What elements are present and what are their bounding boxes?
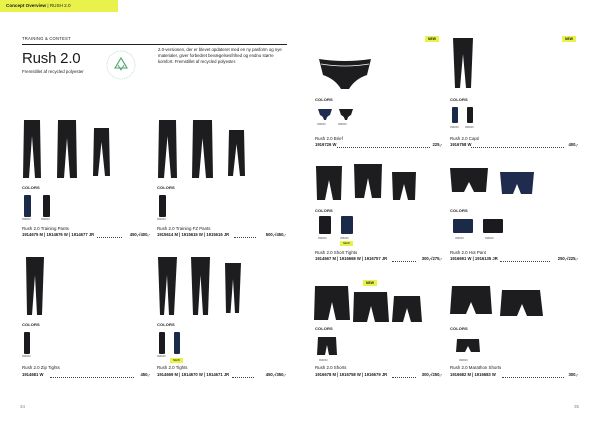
- new-badge: NEW: [363, 280, 377, 286]
- new-badge-small: NEW: [170, 358, 183, 363]
- product-name: Rush 2.0 Zip Tights: [22, 365, 60, 370]
- leader-dots: [471, 147, 564, 148]
- concept-tag: [0, 0, 118, 12]
- colors-label: COLORS: [315, 326, 333, 331]
- product-codes: 1916682 M | 1916683 W: [450, 372, 496, 377]
- product-name: Rush 2.0 Marathon Shorts: [450, 365, 502, 370]
- swatch-code: 999000: [319, 359, 328, 362]
- hot-pant-image: [448, 162, 536, 204]
- leader-dots: [392, 261, 416, 262]
- section-label: TRAINING & CONTEST: [22, 36, 71, 41]
- concept-tag-rest: | RUSH 2.0: [46, 3, 71, 8]
- page-number-right: 35: [574, 404, 580, 409]
- product-codes: 1914667 M | 1916668 W | 1916757 JR: [315, 256, 388, 261]
- page-title: Rush 2.0: [22, 50, 81, 67]
- color-swatch[interactable]: [341, 216, 353, 234]
- leader-dots: [234, 237, 256, 238]
- product-price: 450,-: [140, 372, 150, 377]
- color-swatch[interactable]: [24, 195, 31, 217]
- swatch-code: 396000: [450, 126, 459, 129]
- color-swatch[interactable]: [452, 107, 458, 123]
- swatch-code: 999000: [22, 355, 31, 358]
- product-price: 250,-/225,-: [557, 256, 578, 261]
- training-pants-image: [20, 118, 120, 180]
- swatch-code: 396000: [317, 123, 326, 126]
- color-swatch[interactable]: [159, 195, 166, 217]
- product-codes: 1914675 M | 1914676 W | 1914677 JR: [22, 232, 95, 237]
- swatch-code: 396000: [455, 237, 464, 240]
- colors-label: COLORS: [157, 322, 175, 327]
- color-swatch[interactable]: [483, 219, 503, 233]
- product-price: 450,-/400,-: [129, 232, 150, 237]
- product-codes: 1916691 W | 1916135 JR: [450, 256, 498, 261]
- page-subtitle: Fremstillet af recycled polyester: [22, 69, 84, 74]
- concept-tag-strong: Concept Overview: [6, 3, 47, 8]
- brief-image: [315, 55, 375, 93]
- swatch-code: 999000: [459, 359, 468, 362]
- shorts-image: [312, 284, 424, 324]
- product-name: Rush 2.0 Training FZ Pants: [157, 226, 211, 231]
- swatch-code: 999000: [338, 123, 347, 126]
- zip-tights-image: [20, 255, 60, 317]
- page-number-left: 34: [20, 404, 26, 409]
- swatch-code: 999000: [157, 355, 166, 358]
- tights-image: [155, 255, 255, 317]
- product-codes: 1916726 W: [315, 142, 337, 147]
- product-name: Rush 2.0 Shorts: [315, 365, 347, 370]
- product-name: Rush 2.0 Brief: [315, 136, 343, 141]
- product-price: 400,-: [568, 142, 578, 147]
- new-badge: NEW: [425, 36, 439, 42]
- product-price: 300,-/275,-: [421, 256, 442, 261]
- leader-dots: [502, 377, 564, 378]
- swatch-code: 999000: [41, 218, 50, 221]
- product-name: Rush 2.0 Training Pants: [22, 226, 69, 231]
- leader-dots: [97, 237, 122, 238]
- product-codes: 1916758 W: [450, 142, 472, 147]
- colors-label: COLORS: [315, 208, 333, 213]
- training-fz-pants-image: [155, 118, 255, 180]
- leader-dots: [50, 377, 134, 378]
- product-name: Rush 2.0 Capri: [450, 136, 480, 141]
- product-codes: 1914681 W: [22, 372, 44, 377]
- product-name: Rush 2.0 Tights: [157, 365, 188, 370]
- new-badge-small: NEW: [340, 241, 353, 246]
- product-codes: 1914669 M | 1914670 W | 1914671 JR: [157, 372, 230, 377]
- product-price: 225,-: [432, 142, 442, 147]
- leader-dots: [337, 147, 430, 148]
- shorts-swatch: [317, 336, 337, 356]
- new-badge: NEW: [562, 36, 576, 42]
- colors-label: COLORS: [22, 185, 40, 190]
- color-swatch[interactable]: [159, 332, 165, 354]
- colors-label: COLORS: [22, 322, 40, 327]
- colors-label: COLORS: [450, 97, 468, 102]
- leader-dots: [500, 261, 550, 262]
- short-tights-image: [312, 162, 422, 204]
- colors-label: COLORS: [157, 185, 175, 190]
- color-swatch[interactable]: [43, 195, 50, 217]
- color-swatch[interactable]: [319, 216, 331, 234]
- swatch-code: 999000: [22, 218, 31, 221]
- header-divider: [22, 44, 287, 45]
- marathon-shorts-swatch: [455, 338, 481, 354]
- capri-image: [448, 36, 488, 94]
- leader-dots: [232, 377, 254, 378]
- swatch-code: 999000: [157, 218, 166, 221]
- product-codes: 1916678 M | 1916758 W | 1916679 JR: [315, 372, 388, 377]
- product-price: 300,-: [568, 372, 578, 377]
- color-swatch[interactable]: [467, 107, 473, 123]
- color-swatch[interactable]: [24, 332, 30, 354]
- swatch-code: 999000: [485, 237, 494, 240]
- marathon-shorts-image: [448, 284, 548, 324]
- product-name: Rush 2.0 Hot Pant: [450, 250, 486, 255]
- recycled-badge-icon: [104, 48, 138, 82]
- colors-label: COLORS: [315, 97, 333, 102]
- product-name: Rush 2.0 Short Tights: [315, 250, 358, 255]
- product-price: 300,-/250,-: [421, 372, 442, 377]
- swatch-code: 999000: [318, 237, 327, 240]
- product-price: 450,-/350,-: [265, 372, 286, 377]
- leader-dots: [392, 377, 416, 378]
- swatch-code: 999000: [465, 126, 474, 129]
- color-swatch[interactable]: [174, 332, 180, 354]
- colors-label: COLORS: [450, 208, 468, 213]
- color-swatch[interactable]: [453, 219, 473, 233]
- product-codes: 1915614 M | 1915615 W | 1915616 JR: [157, 232, 230, 237]
- intro-description: 2.0-versionen, der er blevet opdateret med en ny pasform og nye materialer, giver forbedret bevægelsesfrihed og endnu større komfort. Fremstillet af recycled polyester.: [158, 47, 282, 64]
- swatch-code: 396000: [340, 237, 349, 240]
- brief-swatches: [317, 107, 357, 121]
- product-price: 500,-/450,-: [265, 232, 286, 237]
- colors-label: COLORS: [450, 326, 468, 331]
